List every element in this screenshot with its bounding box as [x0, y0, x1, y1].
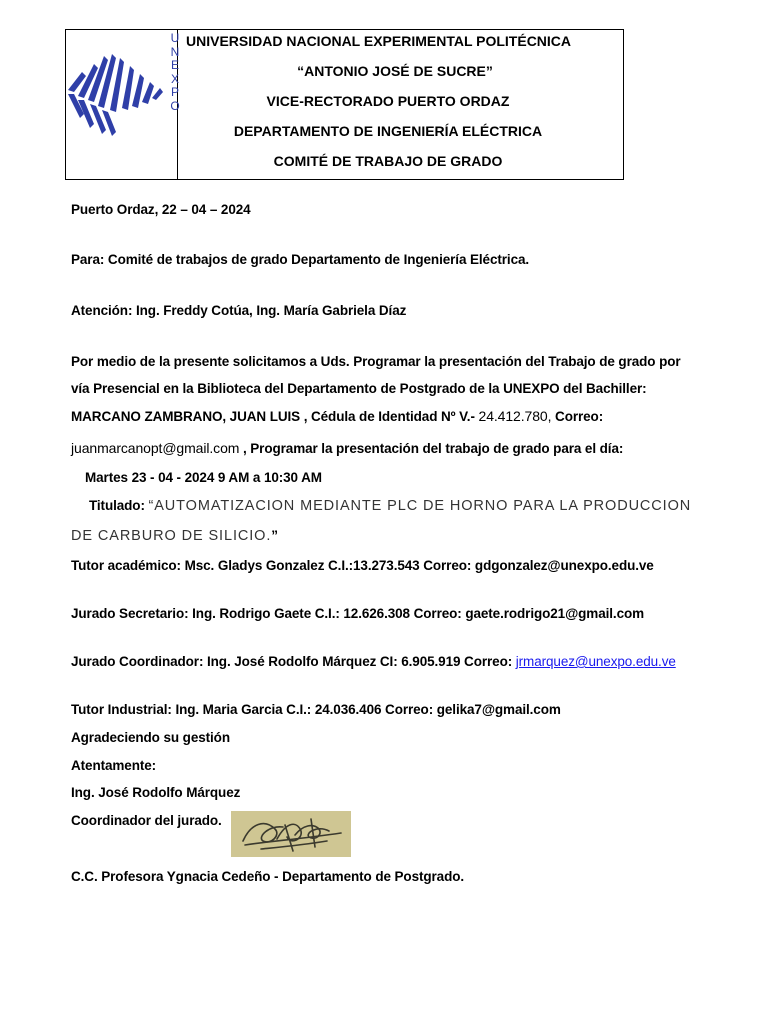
logo-letter: P — [170, 85, 179, 100]
presentation-schedule: Martes 23 - 04 - 2024 9 AM a 10:30 AM — [85, 470, 322, 485]
logo-letter: N — [170, 44, 180, 59]
title-line-1 — [89, 498, 691, 514]
body-line-4 — [71, 440, 623, 456]
body-line-1: Por medio de la presente solicitamos a Uds. Programar la presentación del Trabajo de grado por — [71, 354, 681, 369]
ci-separator: , — [547, 408, 552, 424]
thesis-title-part-2: DE CARBURO DE SILICIO. — [71, 528, 272, 544]
carbon-copy: C.C. Profesora Ygnacia Cedeño - Departamento de Postgrado. — [71, 869, 465, 884]
thesis-title-part-1: “AUTOMATIZACION MEDIANTE PLC DE HORNO PARA LA PRODUCCION — [148, 498, 692, 514]
closing-thanks: Agradeciendo su gestión — [71, 730, 230, 745]
schedule-intro: , Programar la presentación del trabajo de grado para el día: — [239, 441, 624, 456]
header-university: UNIVERSIDAD NACIONAL EXPERIMENTAL POLITÉCNICA — [186, 33, 572, 49]
header-institution: “ANTONIO JOSÉ DE SUCRE” — [297, 63, 493, 79]
coordinador-email-link[interactable]: jrmarquez@unexpo.edu.ve — [515, 654, 676, 669]
body-line-3 — [71, 408, 603, 424]
logo-letter: E — [170, 58, 179, 73]
logo-letter: X — [170, 71, 179, 86]
signatory-name: Ing. José Rodolfo Márquez — [71, 785, 241, 800]
tutor-industrial: Tutor Industrial: Ing. Maria Garcia C.I.: 24.036.406 Correo: gelika7@gmail.com — [71, 702, 561, 717]
tutor-academico: Tutor académico: Msc. Gladys Gonzalez C.I.:13.273.543 Correo: gdgonzalez@unexpo.edu.ve — [71, 558, 654, 573]
header-vicerectorado: VICE-RECTORADO PUERTO ORDAZ — [266, 93, 510, 109]
logo-letter: O — [170, 98, 180, 113]
unexpo-logo — [66, 48, 166, 138]
body-line-2: vía Presencial en la Biblioteca del Departamento de Postgrado de la UNEXPO del Bachiller: — [71, 381, 647, 396]
student-name-id: MARCANO ZAMBRANO, JUAN LUIS , Cédula de Identidad Nº V.- — [71, 409, 475, 424]
student-email: juanmarcanopt@gmail.com — [71, 440, 240, 456]
logo-letter: U — [170, 31, 180, 45]
letter-date: Puerto Ordaz, 22 – 04 – 2024 — [71, 202, 251, 217]
jurado-secretario: Jurado Secretario: Ing. Rodrigo Gaete C.I.: 12.626.308 Correo: gaete.rodrigo21@gmail.com — [71, 606, 645, 621]
title-close-quote: ” — [271, 528, 278, 543]
letter-attention: Atención: Ing. Freddy Cotúa, Ing. María Gabriela Díaz — [71, 303, 407, 318]
correo-label: Correo: — [555, 409, 604, 424]
jurado-coordinador-info: Jurado Coordinador: Ing. José Rodolfo Márquez CI: 6.905.919 Correo: — [71, 654, 516, 669]
jurado-coordinador — [71, 654, 676, 669]
closing-sincerely: Atentamente: — [71, 758, 157, 773]
handwritten-signature — [231, 811, 351, 857]
header-department: DEPARTAMENTO DE INGENIERÍA ELÉCTRICA — [233, 123, 543, 139]
title-line-2 — [71, 528, 278, 544]
signatory-role: Coordinador del jurado. — [71, 813, 222, 828]
titulado-label: Titulado: — [89, 498, 145, 513]
student-ci: 24.412.780 — [478, 408, 548, 424]
letter-recipient: Para: Comité de trabajos de grado Departamento de Ingeniería Eléctrica. — [71, 252, 530, 267]
header-committee: COMITÉ DE TRABAJO DE GRADO — [273, 153, 503, 169]
